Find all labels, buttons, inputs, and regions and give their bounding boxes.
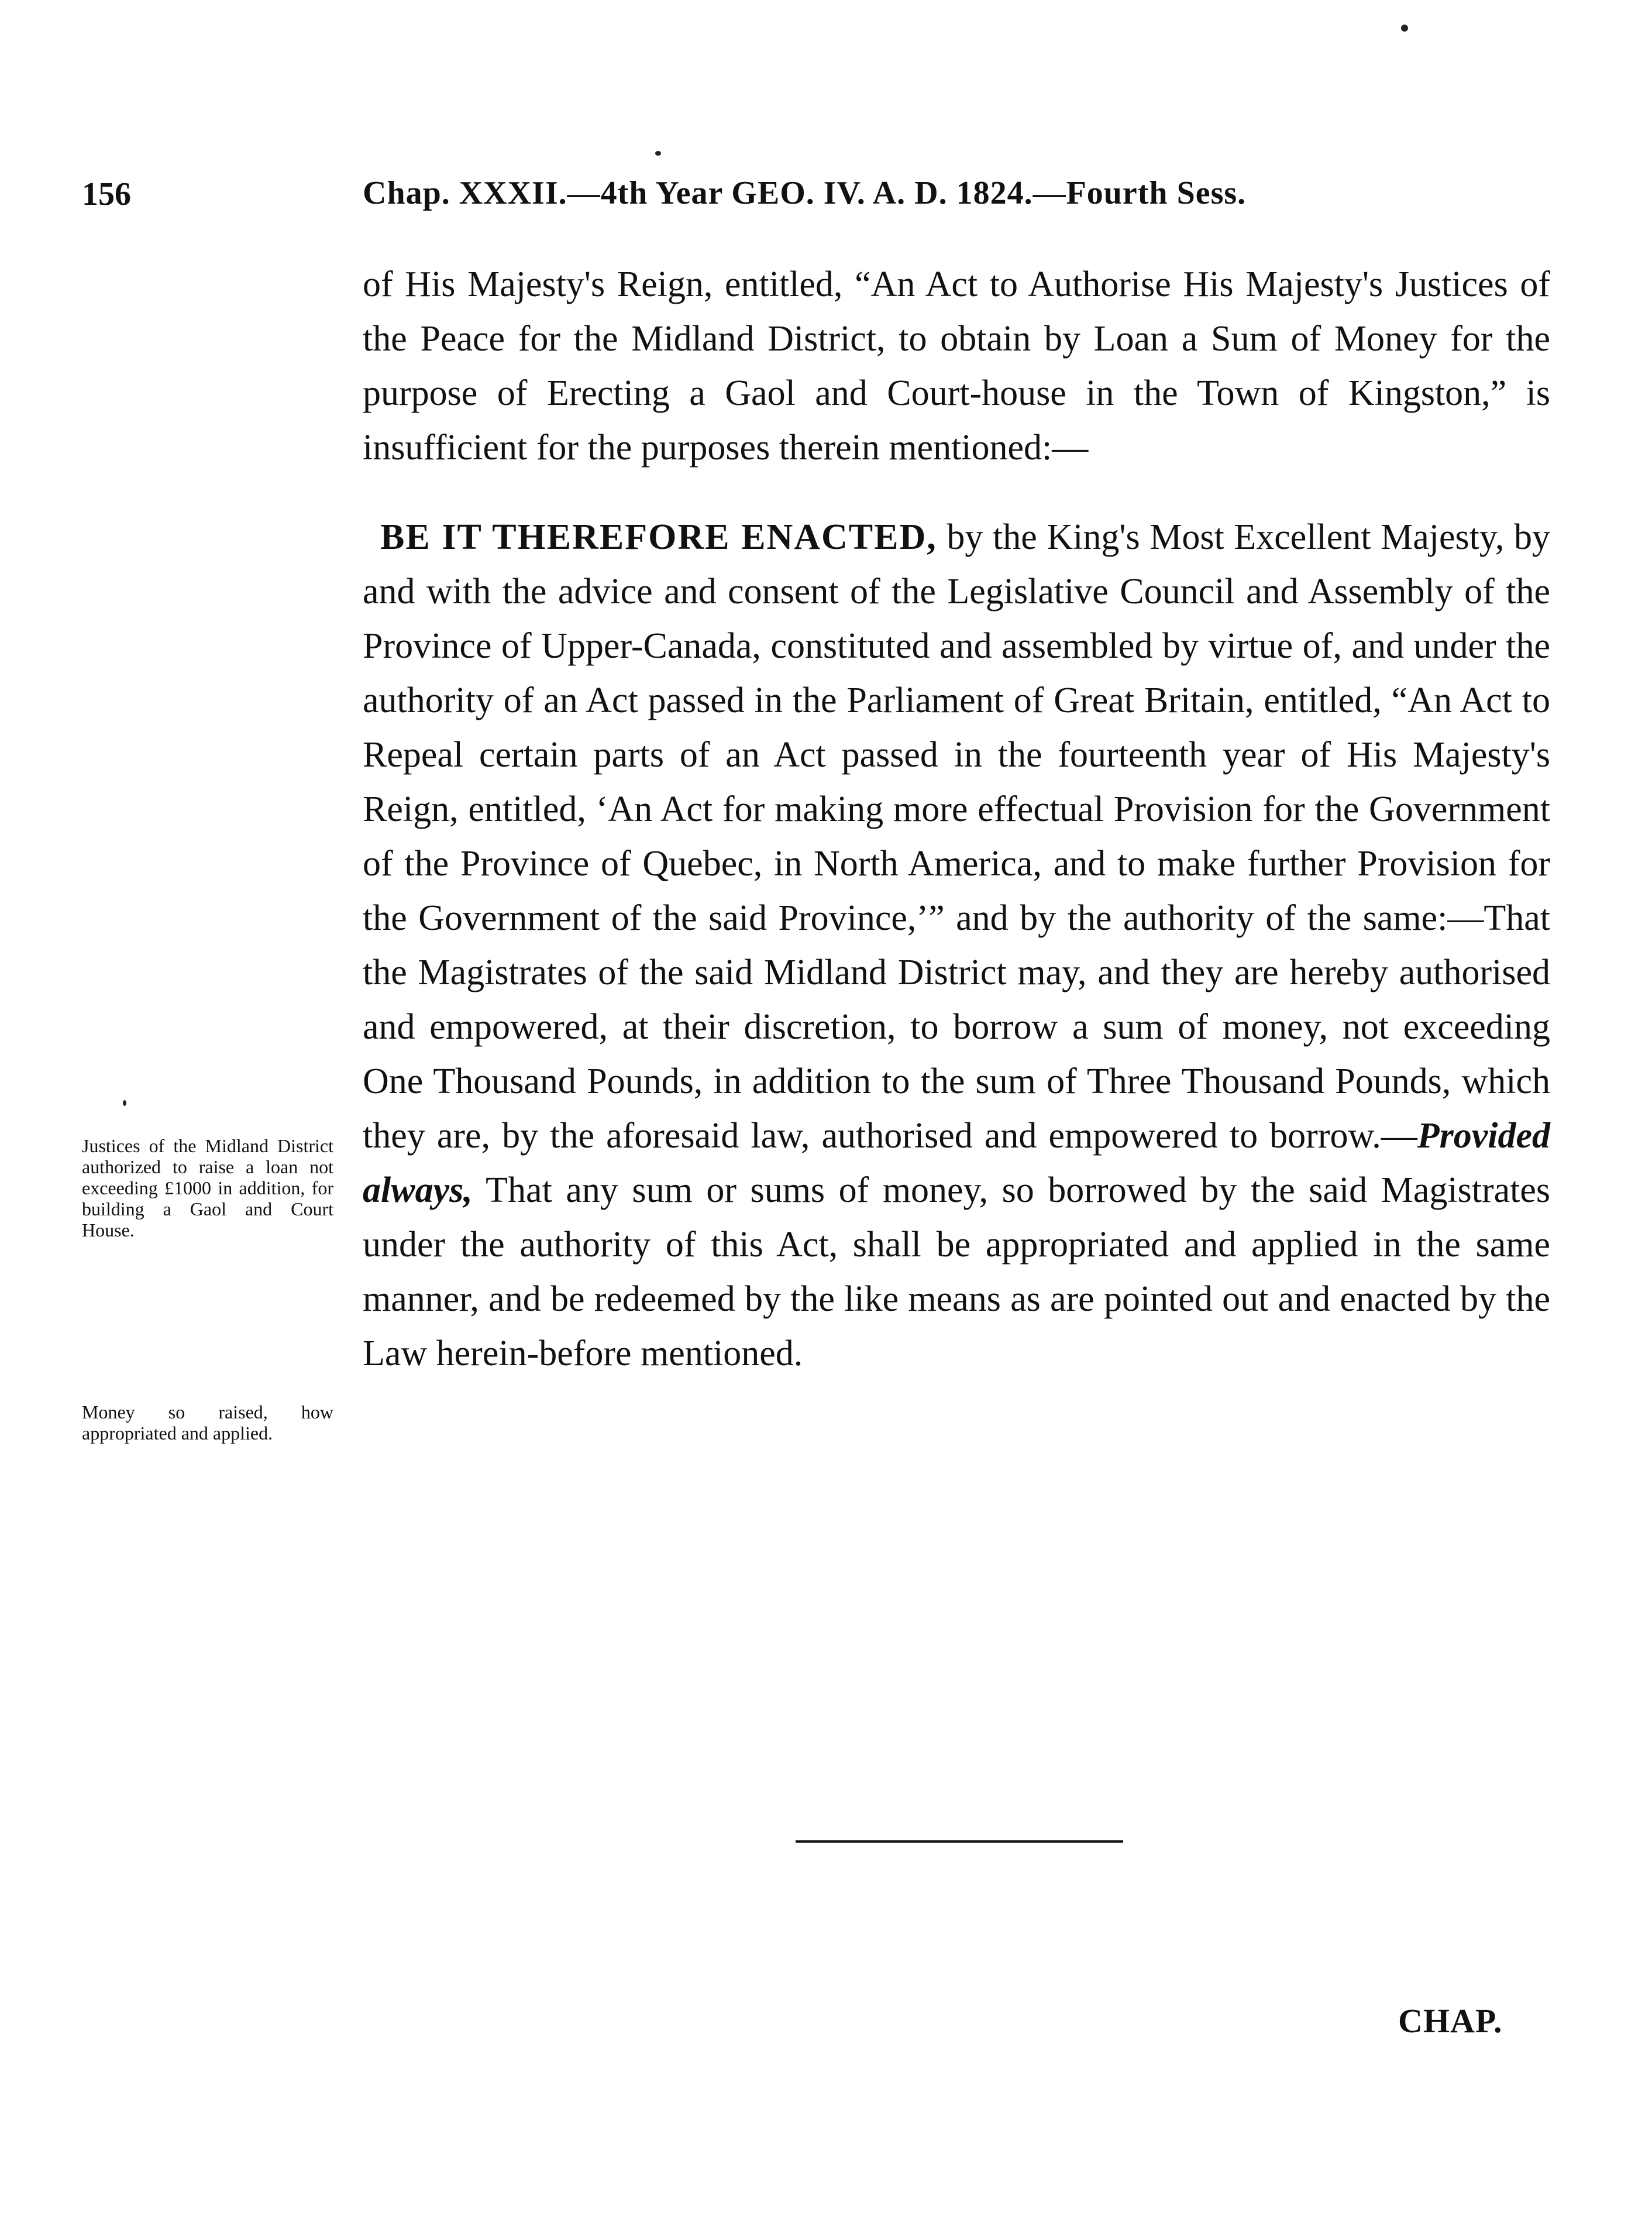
- scan-speck: [655, 151, 661, 156]
- section-divider-rule: [796, 1840, 1123, 1843]
- enacting-clause-lead: BE IT THEREFORE ENACTED,: [380, 517, 937, 557]
- enactment-text: by the King's Most Excellent Majesty, by and with the advice and consent of the Legislative Council and Assembly of the Province of Upper-Canada, constituted and assembled by virtue of, and under the authority of an Act passed in the Parliament of Great Britain, entitled, “An Act to Repeal certain parts of an Act passed in the fourteenth year of His Majesty's Reign, entitled, ‘An Act for making more effectual Provision for the Government of the Province of Quebec, in North America, and to make further Provision for the Government of the said Province,’” and by the authority of the same:—That the Magistrates of the said Midland District may, and they are hereby authorised and empowered, at their discretion, to borrow a sum of money, not exceeding One Thousand Pounds, in addition to the sum of Three Thousand Pounds, which they are, by the aforesaid law, authorised and empowered to borrow.—: [363, 517, 1550, 1156]
- proviso-lead: Provided always,: [363, 1116, 1550, 1210]
- scan-speck: [1401, 25, 1408, 32]
- margin-note-money: Money so raised, how appropriated and applied.: [82, 1401, 333, 1444]
- paragraph-enactment: [363, 510, 1550, 1381]
- page-number: 156: [82, 176, 131, 212]
- margin-note-justices: Justices of the Midland District authorized to raise a loan not exceeding £1000 in addition, for building a Gaol and Court House.: [82, 1135, 333, 1241]
- running-head: Chap. XXXII.—4th Year GEO. IV. A. D. 1824.—Fourth Sess.: [363, 175, 1247, 211]
- proviso-text: That any sum or sums of money, so borrowed by the said Magistrates under the authority of this Act, shall be appropriated and applied in the same manner, and be redeemed by the like means as are pointed out and enacted by the Law herein-before mentioned.: [363, 1170, 1550, 1373]
- paragraph-preamble-end: of His Majesty's Reign, entitled, “An Act to Authorise His Majesty's Justices of the Peace for the Midland District, to obtain by Loan a Sum of Money for the purpose of Erecting a Gaol and Court-house in the Town of Kingston,” is insufficient for the purposes therein mentioned:—: [363, 264, 1550, 468]
- main-text: [363, 257, 1550, 1381]
- catchword: CHAP.: [1398, 2002, 1503, 2040]
- scan-speck: [123, 1100, 126, 1106]
